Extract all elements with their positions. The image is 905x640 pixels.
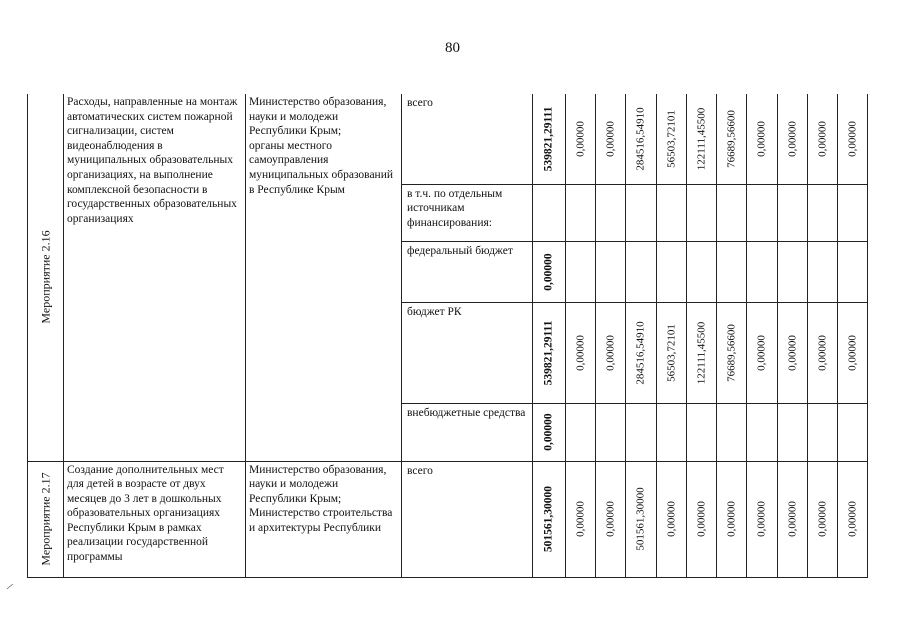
year-amount: 0,00000: [604, 501, 617, 537]
funding-source-cell: [402, 403, 533, 461]
year-amount: 76689,56600: [725, 109, 738, 168]
total-amount: 539821,29111: [542, 320, 555, 385]
funding-source: внебюджетные средства: [407, 406, 526, 419]
year-amount-cell: [566, 241, 596, 302]
year-amount: 0,00000: [786, 334, 799, 371]
year-amount-cell: [687, 461, 717, 577]
year-amount: 122111,45500: [695, 321, 708, 384]
year-amount-cell: [687, 403, 717, 461]
year-amount: 284516,54910: [634, 320, 647, 385]
year-amount: 0,00000: [846, 120, 859, 157]
year-amount: 0,00000: [695, 501, 708, 537]
budget-table: [27, 94, 868, 578]
year-amount-cell: [626, 403, 657, 461]
year-amount: 0,00000: [574, 334, 587, 371]
event-code-cell: [28, 94, 64, 461]
event-executor: Министерство образования, науки и молодежи Республики Крым; Министерство строительства и архитектуры Республики: [249, 463, 393, 534]
total-amount-cell: [533, 403, 566, 461]
year-amount-cell: [717, 302, 747, 403]
year-amount-cell: [778, 461, 808, 577]
year-amount: 0,00000: [816, 501, 829, 537]
year-amount-cell: [838, 302, 868, 403]
year-amount: 0,00000: [574, 120, 587, 157]
funding-source: в т.ч. по отдельным источникам финансирования:: [407, 187, 503, 229]
year-amount-cell: [717, 403, 747, 461]
year-amount-cell: [687, 94, 717, 184]
event-description-cell: [64, 94, 246, 461]
funding-source: всего: [407, 97, 433, 109]
event-executor-cell: [246, 94, 402, 461]
year-amount: 0,00000: [755, 120, 768, 157]
event-code-cell: [28, 461, 64, 577]
year-amount: 0,00000: [725, 501, 738, 537]
event-executor: Министерство образования, науки и молодежи Республики Крым; органы местного самоуправления муниципальных образований в Республике Крым: [249, 96, 394, 196]
year-amount-cell: [657, 94, 687, 184]
year-amount: 0,00000: [846, 334, 859, 371]
scan-mark: ⸝: [6, 577, 13, 592]
year-amount: 0,00000: [816, 120, 829, 157]
year-amount-cell: [657, 461, 687, 577]
year-amount-cell: [778, 241, 808, 302]
year-amount-cell: [838, 241, 868, 302]
year-amount-cell: [566, 302, 596, 403]
year-amount-cell: [657, 184, 687, 241]
year-amount-cell: [626, 241, 657, 302]
year-amount: 0,00000: [786, 501, 799, 537]
total-amount: 539821,29111: [542, 106, 555, 172]
year-amount-cell: [838, 461, 868, 577]
year-amount-cell: [687, 302, 717, 403]
year-amount-cell: [808, 184, 838, 241]
year-amount: 0,00000: [786, 120, 799, 157]
event-executor-cell: [246, 461, 402, 577]
year-amount-cell: [626, 94, 657, 184]
total-amount: 0,00000: [542, 252, 555, 291]
year-amount-cell: [808, 241, 838, 302]
year-amount-cell: [747, 184, 778, 241]
year-amount: 0,00000: [574, 501, 587, 537]
year-amount: 76689,56600: [725, 323, 738, 382]
year-amount-cell: [717, 184, 747, 241]
total-amount-cell: [533, 302, 566, 403]
year-amount: 122111,45500: [695, 107, 708, 170]
funding-source: бюджет РК: [407, 305, 462, 318]
year-amount-cell: [778, 403, 808, 461]
year-amount-cell: [778, 94, 808, 184]
year-amount-cell: [808, 403, 838, 461]
year-amount-cell: [747, 403, 778, 461]
year-amount: 0,00000: [755, 501, 768, 537]
event-description: Создание дополнительных мест для детей в возрасте от двух месяцев до 3 лет в дошкольных образовательных организациях Республики Крым в рамках реализации государственной программы: [67, 463, 224, 564]
year-amount-cell: [626, 461, 657, 577]
year-amount-cell: [596, 302, 626, 403]
year-amount-cell: [838, 94, 868, 184]
page-number: 80: [445, 40, 460, 56]
year-amount-cell: [626, 184, 657, 241]
year-amount-cell: [808, 94, 838, 184]
total-amount-cell: [533, 94, 566, 184]
event-description-cell: [64, 461, 246, 577]
year-amount-cell: [717, 241, 747, 302]
year-amount-cell: [747, 94, 778, 184]
year-amount-cell: [838, 403, 868, 461]
year-amount-cell: [657, 302, 687, 403]
year-amount-cell: [596, 461, 626, 577]
year-amount-cell: [596, 403, 626, 461]
year-amount-cell: [808, 461, 838, 577]
year-amount-cell: [778, 184, 808, 241]
year-amount-cell: [596, 241, 626, 302]
year-amount-cell: [566, 403, 596, 461]
year-amount-cell: [687, 184, 717, 241]
year-amount: 0,00000: [604, 120, 617, 157]
year-amount-cell: [657, 241, 687, 302]
year-amount: 0,00000: [816, 334, 829, 371]
year-amount-cell: [626, 302, 657, 403]
year-amount-cell: [747, 461, 778, 577]
year-amount: 56503,72101: [665, 323, 678, 382]
funding-source-cell: [402, 184, 533, 241]
total-amount: 501561,30000: [542, 485, 555, 553]
year-amount-cell: [808, 302, 838, 403]
year-amount-cell: [596, 184, 626, 241]
year-amount-cell: [596, 94, 626, 184]
year-amount-cell: [838, 184, 868, 241]
table-row: [28, 461, 868, 577]
event-description: Расходы, направленные на монтаж автоматических систем пожарной сигнализации, систем видеонаблюдения в муниципальных образовательных организациях, на выполнение комплексной безопасности в государственных образовательных организациях: [67, 96, 238, 225]
year-amount-cell: [747, 241, 778, 302]
total-amount: 0,00000: [542, 413, 555, 451]
year-amount-cell: [657, 403, 687, 461]
year-amount: 0,00000: [755, 334, 768, 371]
year-amount-cell: [566, 461, 596, 577]
year-amount: 56503,72101: [665, 109, 678, 168]
funding-source: федеральный бюджет: [407, 244, 513, 257]
funding-source-cell: [402, 302, 533, 403]
year-amount-cell: [566, 184, 596, 241]
event-code: Мероприятие 2.17: [38, 472, 53, 566]
table-row: [28, 94, 868, 184]
year-amount-cell: [778, 302, 808, 403]
total-amount-cell: [533, 241, 566, 302]
funding-source-cell: [402, 94, 533, 184]
year-amount: 0,00000: [604, 334, 617, 371]
year-amount-cell: [747, 302, 778, 403]
funding-source-cell: [402, 461, 533, 577]
year-amount: 0,00000: [846, 501, 859, 537]
year-amount: 0,00000: [665, 501, 678, 537]
total-amount-cell: [533, 461, 566, 577]
funding-source-cell: [402, 241, 533, 302]
year-amount-cell: [717, 94, 747, 184]
year-amount: 284516,54910: [634, 107, 647, 171]
year-amount-cell: [566, 94, 596, 184]
event-code: Мероприятие 2.16: [38, 230, 53, 324]
year-amount-cell: [687, 241, 717, 302]
year-amount-cell: [717, 461, 747, 577]
funding-source: всего: [407, 464, 433, 477]
year-amount: 501561,30000: [634, 487, 647, 551]
total-amount-cell: [533, 184, 566, 241]
